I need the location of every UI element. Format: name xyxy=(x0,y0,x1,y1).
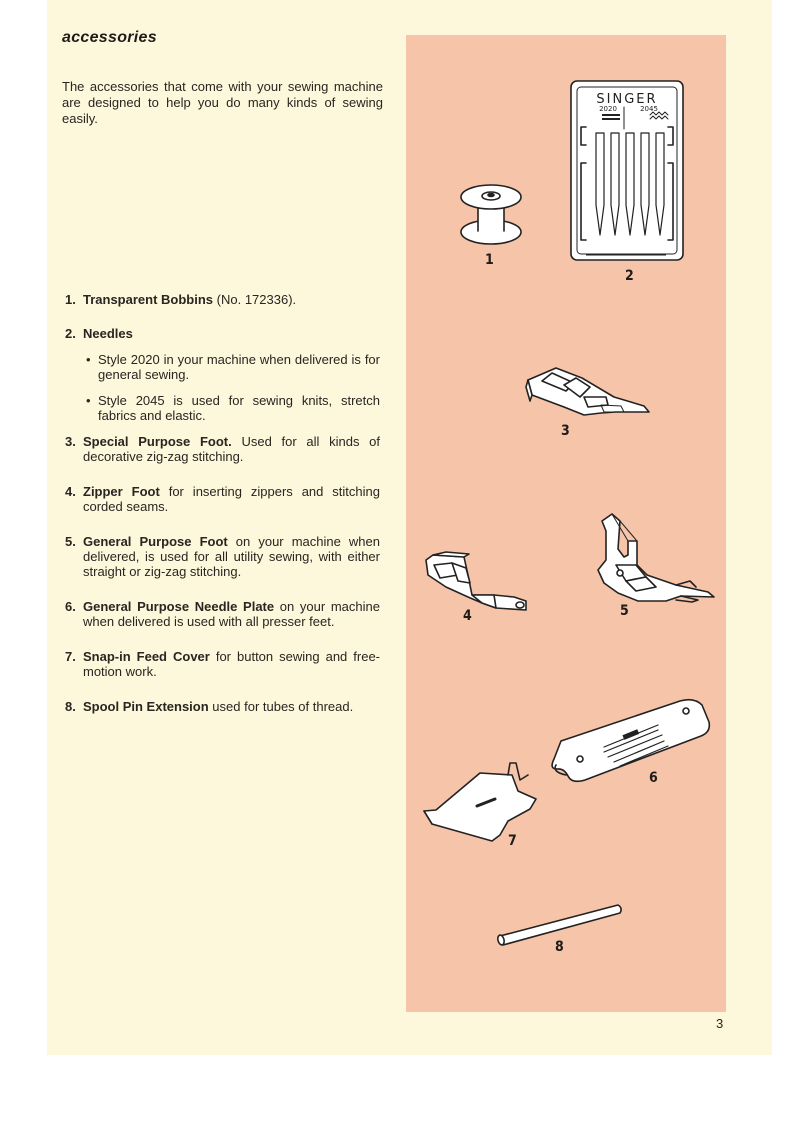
figure-label: 4 xyxy=(463,608,472,624)
needle-style-list xyxy=(62,352,380,423)
needle-style-a-label: 2020 xyxy=(599,105,617,113)
figure-label: 6 xyxy=(649,770,658,786)
page-number: 3 xyxy=(716,1016,724,1031)
item-name: Zipper Foot xyxy=(83,484,160,499)
item-name: Spool Pin Extension xyxy=(83,699,209,714)
item-description: used for tubes of thread. xyxy=(208,699,354,714)
list-item xyxy=(62,534,380,579)
item-number: 7. xyxy=(65,649,76,664)
item-number: 3. xyxy=(65,434,76,449)
item-name: Needles xyxy=(83,326,133,341)
item-number: 5. xyxy=(65,534,76,549)
item-name: General Purpose Foot xyxy=(83,534,228,549)
needle-style-text: Style 2045 is used for sewing knits, stretch fabrics and elastic. xyxy=(98,393,380,423)
figure-label: 2 xyxy=(625,268,634,284)
illustration-panel xyxy=(406,35,726,1012)
accessory-list xyxy=(62,292,380,714)
bullet-icon: • xyxy=(86,393,91,408)
item-description: Used for all kinds of decorative zig-zag stitching. xyxy=(83,434,380,464)
item-description: for inserting zippers and stitching corded seams. xyxy=(83,484,380,514)
bullet-icon: • xyxy=(86,352,91,367)
list-item xyxy=(62,484,380,514)
item-number: 6. xyxy=(65,599,76,614)
item-description: on your machine when delivered, is used for all utility sewing, with either straight or zig-zag stitching. xyxy=(83,534,380,579)
list-item xyxy=(62,649,380,679)
item-number: 1. xyxy=(65,292,76,307)
item-description: for button sewing and free-motion work. xyxy=(83,649,381,679)
list-item xyxy=(62,434,380,464)
needle-style-bullet xyxy=(83,393,380,423)
figure-label: 1 xyxy=(485,252,494,268)
item-name: General Purpose Needle Plate xyxy=(83,599,275,614)
figure-label: 7 xyxy=(508,833,517,849)
accessories-illustration xyxy=(406,35,726,1012)
list-item xyxy=(62,599,380,629)
list-item xyxy=(62,326,380,341)
page-title: accessories xyxy=(62,29,157,46)
intro-paragraph: The accessories that come with your sewing machine are designed to help you do many kinds of sewing easily. xyxy=(62,79,383,126)
needle-pack-icon xyxy=(571,81,683,260)
item-name: Special Purpose Foot. xyxy=(83,434,232,449)
special-purpose-foot-icon xyxy=(526,368,649,415)
needle-pack-brand: SINGER xyxy=(596,92,658,107)
zipper-foot-icon xyxy=(426,552,526,610)
item-number: 2. xyxy=(65,326,76,341)
figure-label: 8 xyxy=(555,939,564,955)
figure-label: 5 xyxy=(620,603,629,619)
needle-plate-icon xyxy=(552,700,709,782)
list-item xyxy=(62,699,380,714)
feed-cover-icon xyxy=(424,763,536,841)
item-number: 4. xyxy=(65,484,76,499)
figure-label: 3 xyxy=(561,423,570,439)
item-description: (No. 172336). xyxy=(213,292,297,307)
item-description: on your machine when delivered is used with all presser feet. xyxy=(83,599,380,629)
needle-style-b-label: 2045 xyxy=(640,105,658,113)
needle-style-bullet xyxy=(83,352,380,382)
item-number: 8. xyxy=(65,699,76,714)
bobbin-icon xyxy=(461,185,521,244)
item-name: Transparent Bobbins xyxy=(83,292,214,307)
general-purpose-foot-icon xyxy=(598,514,714,602)
needle-style-text: Style 2020 in your machine when delivered is for general sewing. xyxy=(98,352,380,382)
list-item xyxy=(62,292,380,307)
item-name: Snap-in Feed Cover xyxy=(83,649,210,664)
